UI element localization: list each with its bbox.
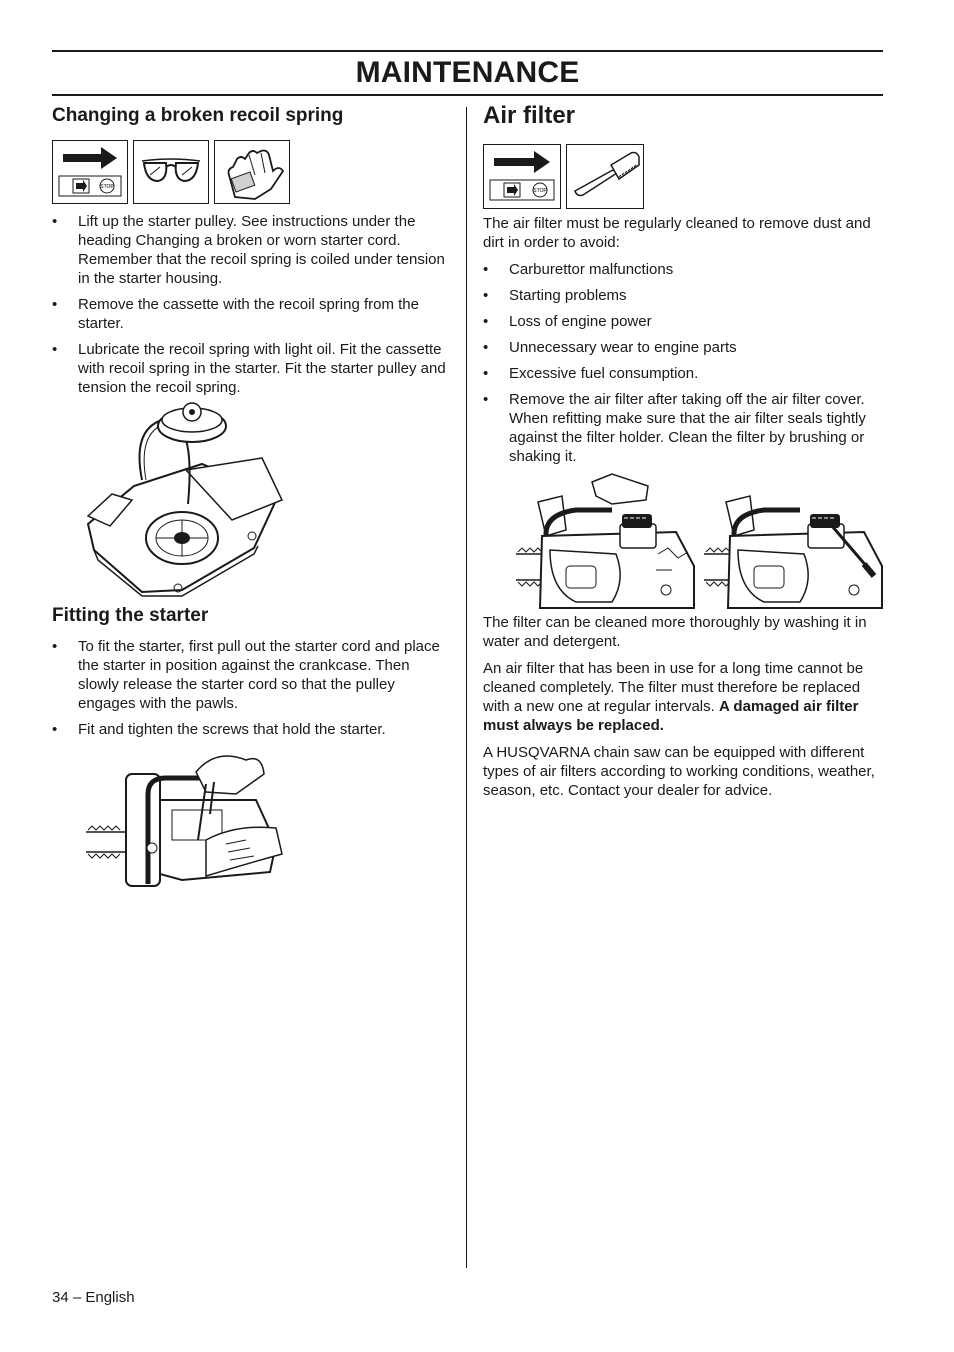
filter-types-paragraph: A HUSQVARNA chain saw can be equipped with different types of air filters according to working conditions, weather, season, etc. Contact your dealer for advice. (483, 744, 875, 799)
brush-icon (566, 144, 644, 209)
replacement-text: An air filter that has been in use for a long time cannot be cleaned completely. The filter must therefore be replaced with a new one at regular intervals. (483, 660, 864, 715)
safety-glasses-icon (133, 140, 209, 204)
list-item: • Lift up the starter pulley. See instructions under the heading Changing a broken or worn starter cord. Remember that the recoil spring is coiled under tension in the starter housing. (52, 212, 452, 288)
list-item: • Carburettor malfunctions (483, 260, 883, 279)
recoil-spring-section (52, 104, 452, 404)
air-filter-section (483, 101, 883, 473)
column-divider (466, 107, 467, 1268)
list-item: • Remove the air filter after taking off the air filter cover. When refitting make sure that the air filter seals tightly against the filter holder. Clean the filter by brushing or shaking it. (483, 390, 883, 466)
page-title: MAINTENANCE (355, 56, 580, 89)
page-footer: 34 – English (52, 1289, 135, 1306)
fitting-starter-illustration (86, 744, 286, 897)
stop-label-2: STOP (533, 188, 547, 194)
list-item: • Fit and tighten the screws that hold the starter. (52, 720, 452, 739)
recoil-spring-heading: Changing a broken recoil spring (52, 105, 344, 126)
list-item: • Unnecessary wear to engine parts (483, 338, 883, 357)
fitting-starter-heading: Fitting the starter (52, 605, 209, 626)
list-item: • Loss of engine power (483, 312, 883, 331)
washing-paragraph: The filter can be cleaned more thoroughly by washing it in water and detergent. (483, 614, 867, 650)
air-filter-paragraphs (483, 613, 883, 807)
air-filter-intro: The air filter must be regularly cleaned to remove dust and dirt in order to avoid: (483, 215, 871, 251)
fitting-starter-section (52, 604, 452, 746)
header-rule-bottom (52, 94, 883, 96)
air-filter-illustration-2 (704, 470, 884, 615)
arrow-stop-icon (483, 144, 561, 209)
list-item: • To fit the starter, first pull out the starter cord and place the starter in position against the crankcase. Then slowly release the starter cord so that the pulley engages with the pawls. (52, 637, 452, 713)
list-item: • Remove the cassette with the recoil spring from the starter. (52, 295, 452, 333)
list-item: • Starting problems (483, 286, 883, 305)
recoil-spring-illustration (82, 400, 292, 605)
list-item: • Lubricate the recoil spring with light oil. Fit the cassette with recoil spring in the starter. Fit the starter pulley and tension the recoil spring. (52, 340, 452, 397)
list-item: • Excessive fuel consumption. (483, 364, 883, 383)
stop-label-1: STOP (100, 184, 114, 190)
replacement-paragraph (483, 659, 883, 735)
air-filter-heading: Air filter (483, 102, 576, 129)
recoil-spring-icons (52, 140, 452, 204)
header-rule-top (52, 50, 883, 52)
air-filter-icons (483, 144, 883, 209)
air-filter-illustration-1 (516, 470, 696, 615)
arrow-stop-icon (52, 140, 128, 204)
replacement-warning: A damaged air filter must always be replaced. (483, 698, 859, 734)
protective-glove-icon (214, 140, 290, 204)
